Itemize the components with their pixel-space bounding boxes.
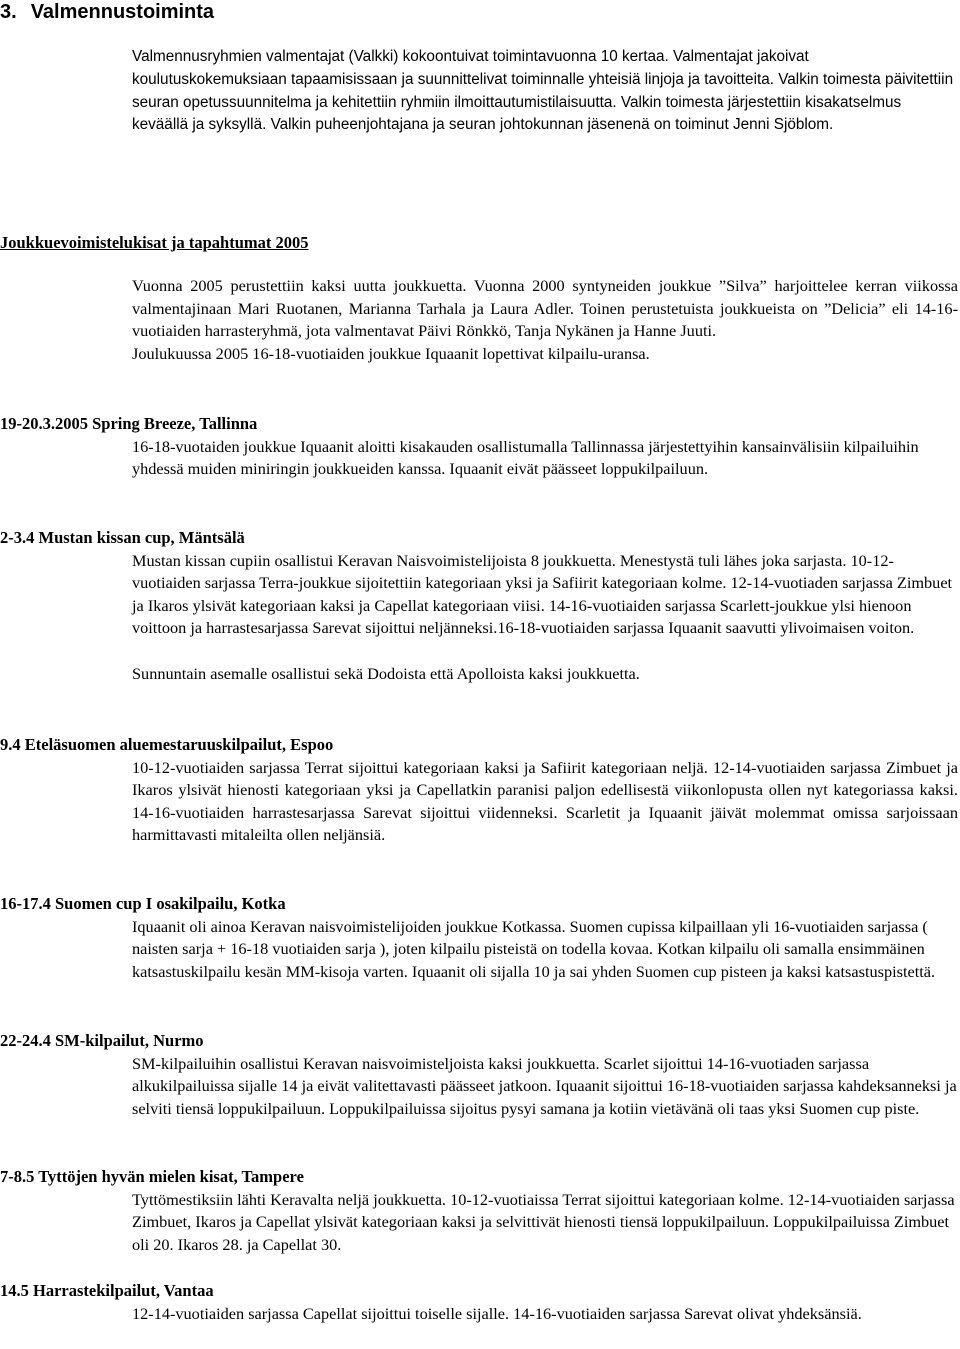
event-paragraph: Tyttömestiksiin lähti Keravalta neljä joukkuetta. 10-12-vuotiaissa Terrat sijoittui kategoriaan kolme. 12-14-vuotiaiden sarjassa Zimbuet, Ikaros ja Capellat ylsivät kategoriaan kaksi ja selvittivät hienosti tiensä loppukilpailuun. Loppukilpailuissa Zimbuet oli 20. Ikaros 28. ja Capellat 30. (132, 1189, 955, 1254)
event-title: 2-3.4 Mustan kissan cup, Mäntsälä (0, 528, 245, 547)
event-title: 16-17.4 Suomen cup I osakilpailu, Kotka (0, 894, 286, 913)
event-body (132, 757, 958, 847)
event-body (132, 436, 958, 481)
team-intro (132, 275, 958, 365)
event-body (132, 1303, 958, 1326)
section-title: Valmennustoiminta (30, 1, 215, 23)
event-sm-kilpailut (0, 1030, 960, 1120)
event-title: 22-24.4 SM-kilpailut, Nurmo (0, 1031, 204, 1050)
event-body (132, 550, 958, 686)
event-harrastekilpailut (0, 1280, 960, 1325)
section-heading (0, 0, 214, 25)
event-mustan-kissan-cup (0, 527, 960, 686)
coaching-paragraph: Valmennusryhmien valmentajat (Valkki) kokoontuivat toimintavuonna 10 kertaa. Valmentajat jakoivat koulutuskokemuksiaan tapaamisissaan ja suunnittelivat toiminnalle yhteisiä linjoja ja tavoitteita. Valkin toimesta päivitettiin seuran opetussuunnitelma ja kehitettiin ryhmiin ilmoittautumistilaisuutta. Valkin toimesta järjestettiin kisakatselmus keväällä ja syksyllä. Valkin puheenjohtajana ja seuran johtokunnan jäsenenä on toiminut Jenni Sjöblom. (132, 48, 954, 134)
event-body (132, 1053, 958, 1121)
event-paragraph: Iquaanit oli ainoa Keravan naisvoimistelijoiden joukkue Kotkassa. Suomen cupissa kilpaillaan yli 16-vuotiaiden sarjassa ( naisten sarja + 16-18 vuotiaiden sarja ), joten kilpailu pisteistä on todella kovaa. Kotkan kilpailu oli samalla ensimmäinen katsastuskilpailu kesän MM-kisoja varten. Iquaanit oli sijalla 10 ja sai yhden Suomen cup pisteen ja kaksi katsastuspistettä. (132, 916, 936, 981)
event-title: 14.5 Harrastekilpailut, Vantaa (0, 1281, 214, 1300)
event-hyvan-mielen-kisat (0, 1166, 960, 1256)
event-paragraph: SM-kilpailuihin osallistui Keravan naisvoimisteljoista kaksi joukkuetta. Scarlet sijoittui 14-16-vuotiaden sarjassa alkukilpailuissa sijalle 14 ja eivät valitettavasti päässeet jatkoon. Iquaanit sijoittui 16-18-vuotiaiden sarjassa kahdeksanneksi ja selviti tiensä loppukilpailuun. Loppukilpailuissa sijoitus pysyi samana ja kotiin vietävänä oli taas yksi Suomen cup piste. (132, 1053, 957, 1118)
event-paragraph: 16-18-vuotaiden joukkue Iquaanit aloitti kisakauden osallistumalla Tallinnassa järjestettyihin kansainvälisiin kilpailuihin yhdessä muiden miniringin joukkueiden kanssa. Iquaanit eivät päässeet loppukilpailuun. (132, 436, 919, 479)
team-intro-paragraph: Vuonna 2005 perustettiin kaksi uutta joukkuetta. Vuonna 2000 syntyneiden joukkue ”Silva” harjoittelee kerran viikossa valmentajinaan Mari Ruotanen, Marianna Tarhala ja Laura Adler. Toinen perustetuista joukkueista on ”Delicia” eli 14-16-vuotiaiden harrasteryhmä, jota valmentavat Päivi Rönkkö, Tanja Nykänen ja Hanne Juuti. (132, 276, 958, 341)
section-number: 3. (0, 1, 17, 23)
event-suomen-cup-kotka (0, 893, 960, 983)
event-paragraph: 10-12-vuotiaiden sarjassa Terrat sijoittui kategoriaan kaksi ja Safiirit kategoriaan neljä. 12-14-vuotiaiden sarjassa Zimbuet ja Ikaros ylsivät hienosti kategoriaan yksi ja Capellatkin paranisi paljon edellisestä viikonlopusta ollen nyt kategoriassa kaksi. 14-16-vuotiaiden harrastesarjassa Sarevat sijoittui viidenneksi. Scarletit ja Iquaanit jäivät molemmat omissa sarjoissaan harmittavasti mitaleilta ollen neljänsiä. (132, 757, 958, 845)
event-paragraph: Mustan kissan cupiin osallistui Keravan Naisvoimistelijoista 8 joukkuetta. Menestystä tuli lähes joka sarjasta. 10-12-vuotiaiden sarjassa Terra-joukkue sijoitettiin kategoriaan yksi ja Safiirit kategoriaan kolme. 12-14-vuotiaden sarjassa Zimbuet ja Ikaros ylsivät kategoriaan kaksi ja Capellat kategoriaan viisi. 14-16-vuotiaiden sarjassa Scarlett-joukkue ylsi hienoon voittoon ja harrastesarjassa Sarevat sijoittui neljänneksi.16-18-vuotiaiden sarjassa Iquaanit saavutti ylivoimaisen voiton. (132, 550, 953, 638)
event-paragraph: Sunnuntain asemalle osallistui sekä Dodoista että Apolloista kaksi joukkuetta. (132, 663, 640, 683)
event-body (132, 916, 958, 984)
event-title: 19-20.3.2005 Spring Breeze, Tallinna (0, 414, 258, 433)
event-paragraph: 12-14-vuotiaiden sarjassa Capellat sijoittui toiselle sijalle. 14-16-vuotiaiden sarjassa Sarevat olivat yhdeksänsiä. (132, 1303, 862, 1323)
team-intro-paragraph-2: Joulukuussa 2005 16-18-vuotiaiden joukkue Iquaanit lopettivat kilpailu-uransa. (132, 343, 650, 363)
event-spring-breeze (0, 413, 960, 481)
event-title: 7-8.5 Tyttöjen hyvän mielen kisat, Tampere (0, 1167, 304, 1186)
event-title: 9.4 Eteläsuomen aluemestaruuskilpailut, Espoo (0, 735, 334, 754)
team-competitions-heading: Joukkuevoimistelukisat ja tapahtumat 2005 (0, 233, 309, 252)
event-body (132, 1189, 958, 1257)
event-aluemestaruus (0, 734, 960, 847)
